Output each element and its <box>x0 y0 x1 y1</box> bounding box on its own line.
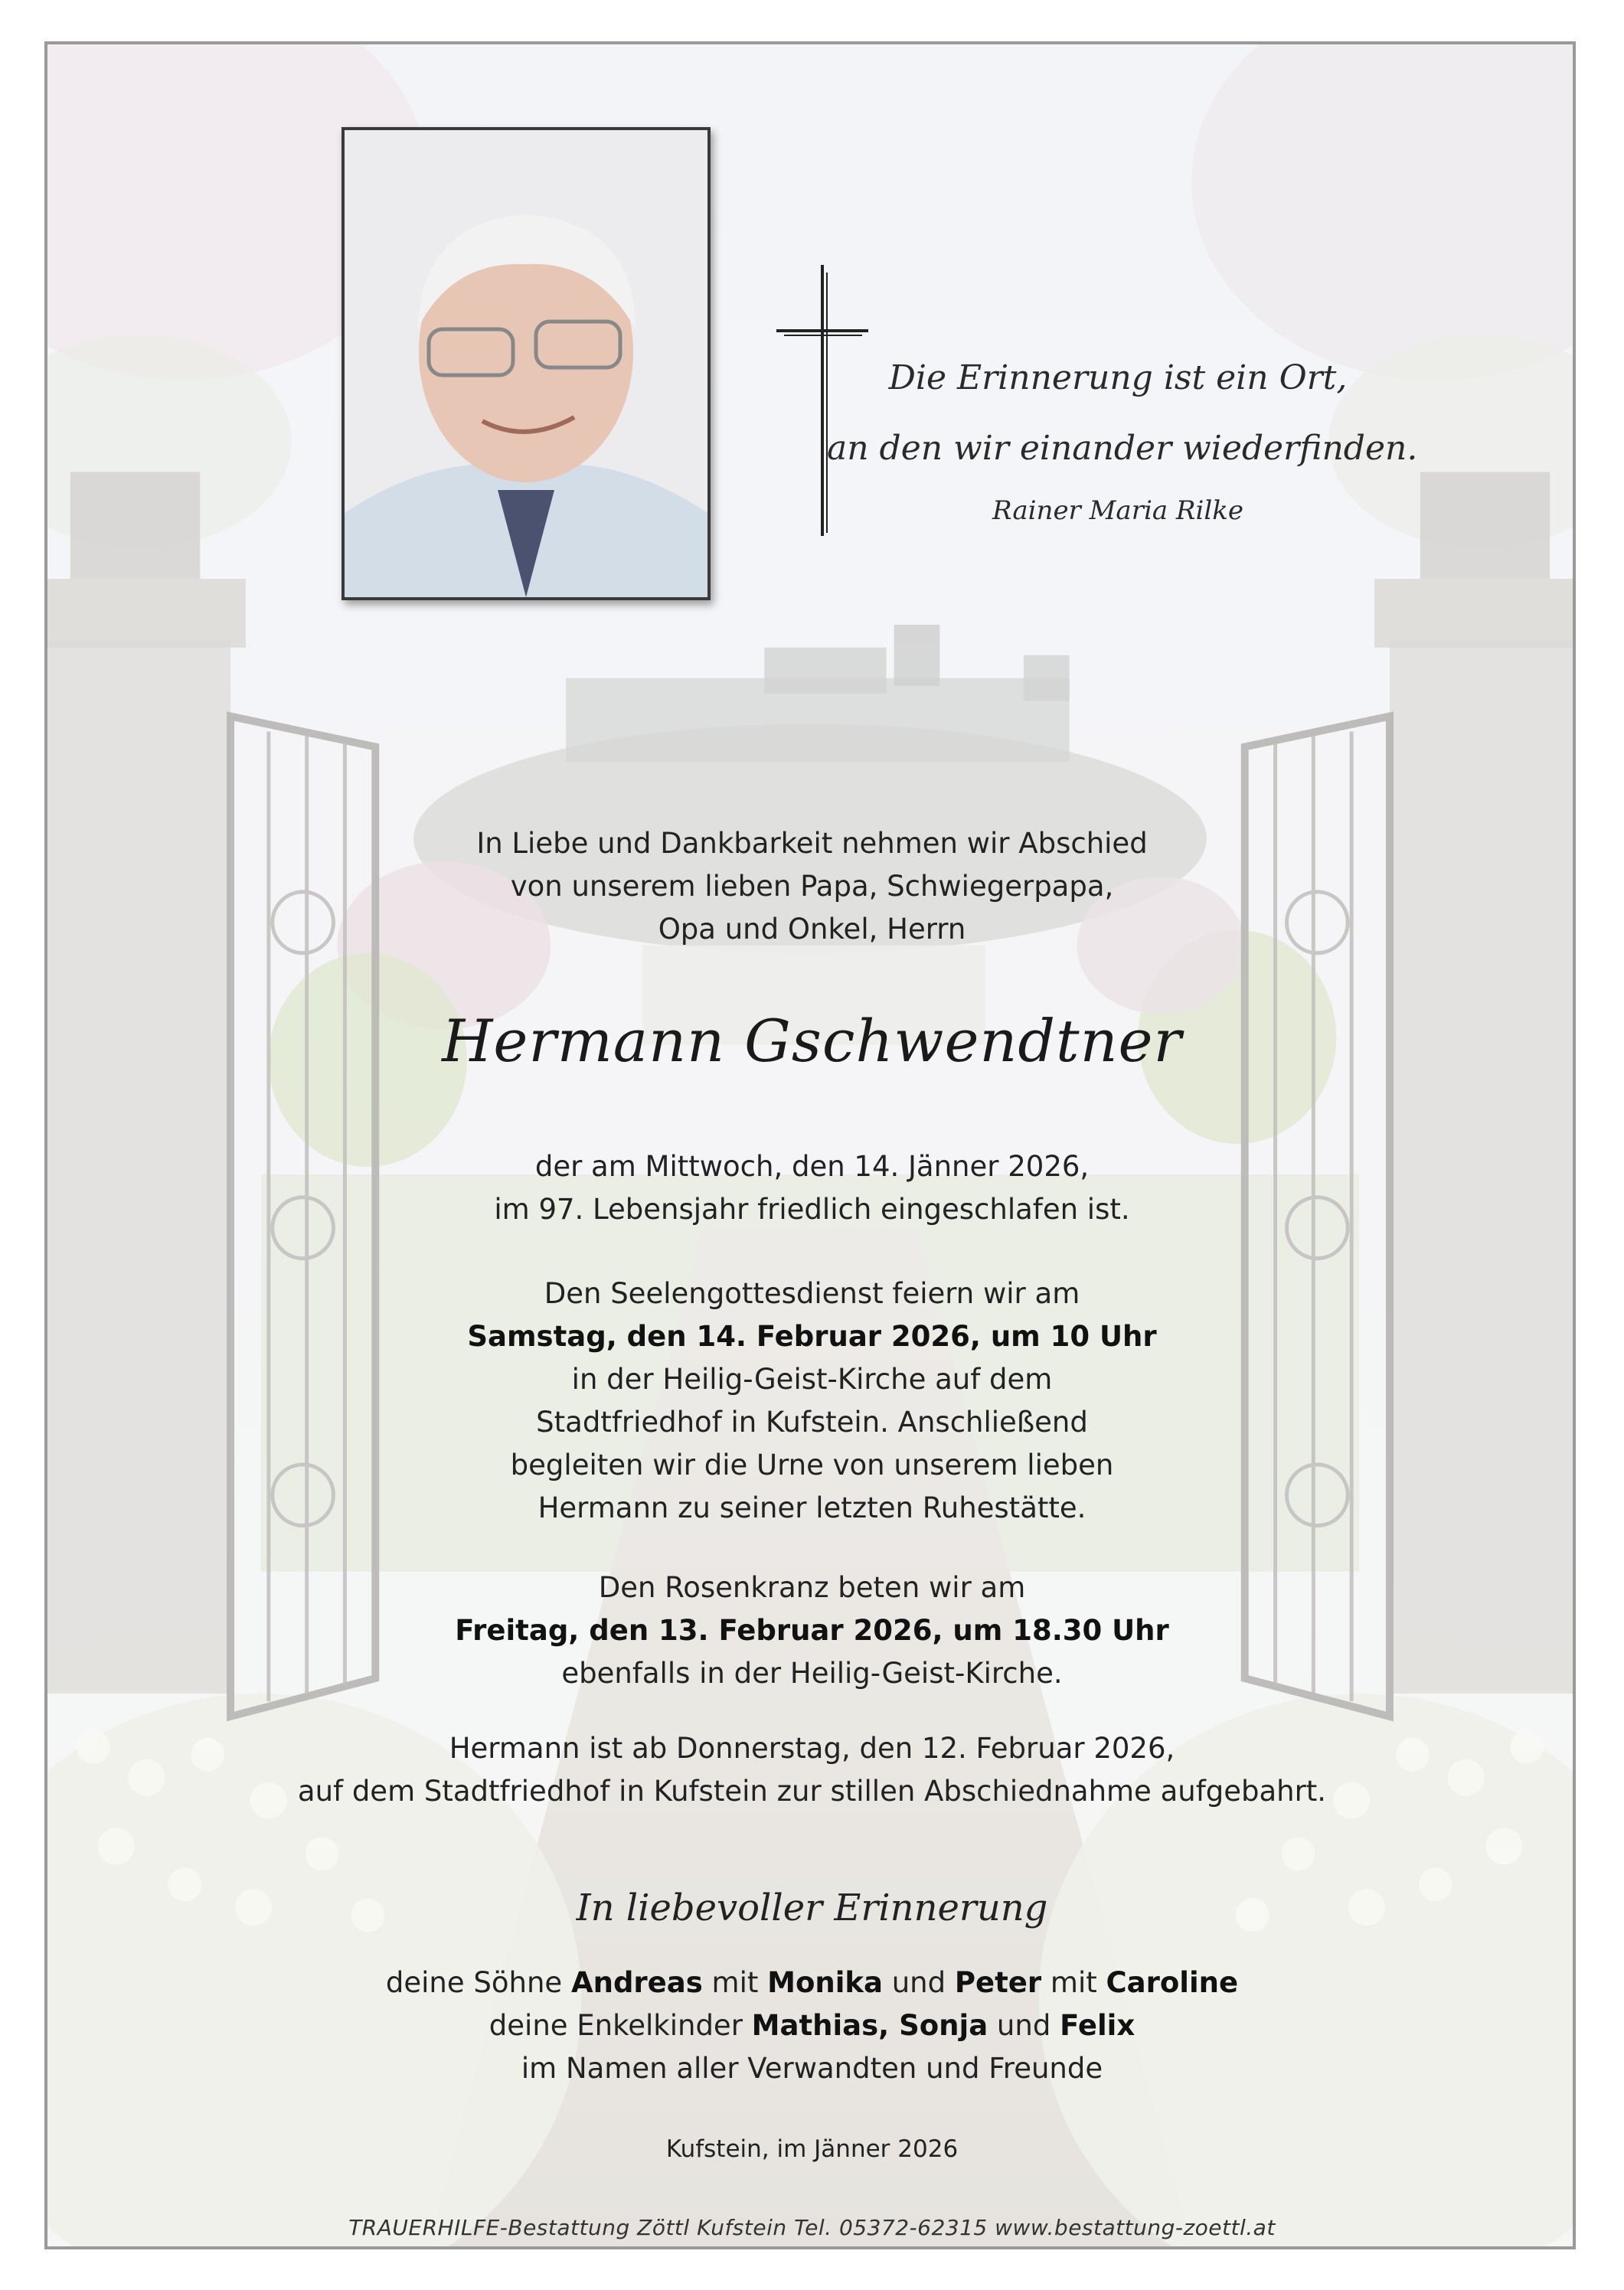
place-date: Kufstein, im Jänner 2026 <box>665 2135 959 2163</box>
death-line-1: der am Mittwoch, den 14. Jänner 2026, <box>534 1150 1090 1183</box>
intro-line-2: von unserem lieben Papa, Schwiegerpapa, <box>510 870 1114 903</box>
intro-line-3: Opa und Onkel, Herrn <box>658 913 966 946</box>
viewing-line-1: Hermann ist ab Donnerstag, den 12. Februar 2026, <box>449 1732 1175 1765</box>
intro-line-1: In Liebe und Dankbarkeit nehmen wir Abschied <box>476 827 1148 860</box>
rosary-date: Freitag, den 13. Februar 2026, um 18.30 Uhr <box>455 1614 1169 1647</box>
mourners-line-1: deine Söhne Andreas mit Monika und Peter mit Caroline <box>385 1966 1239 1999</box>
service-date: Samstag, den 14. Februar 2026, um 10 Uhr <box>467 1320 1157 1353</box>
intro-text <box>0 822 1624 951</box>
service-line-3: in der Heilig-Geist-Kirche auf dem <box>571 1363 1053 1396</box>
service-line-1: Den Seelengottesdienst feiern wir am <box>544 1277 1080 1310</box>
portrait-photo <box>341 127 711 600</box>
service-line-6: Hermann zu seiner letzten Ruhestätte. <box>538 1491 1086 1524</box>
death-line-2: im 97. Lebensjahr friedlich eingeschlafen ist. <box>494 1193 1130 1226</box>
service-notice <box>0 1272 1624 1530</box>
mourners-line-3: im Namen aller Verwandten und Freunde <box>521 2052 1103 2085</box>
mourners-line-2: deine Enkelkinder Mathias, Sonja und Felix <box>489 2009 1135 2042</box>
service-line-5: begleiten wir die Urne von unserem lieben <box>510 1449 1114 1481</box>
quote-line-1: Die Erinnerung ist ein Ort, <box>888 358 1348 397</box>
rosary-notice <box>0 1566 1624 1695</box>
memorial-quote <box>827 343 1418 537</box>
viewing-line-2: auf dem Stadtfriedhof in Kufstein zur stillen Abschiednahme aufgebahrt. <box>297 1775 1327 1808</box>
quote-author: Rainer Maria Rilke <box>992 495 1243 526</box>
mourners-list <box>0 1962 1624 2090</box>
remembrance-heading: In liebevoller Erinnerung <box>576 1887 1048 1929</box>
rosary-line-3: ebenfalls in der Heilig-Geist-Kirche. <box>561 1657 1063 1690</box>
quote-line-2: an den wir einander wiederfinden. <box>827 429 1418 468</box>
service-line-4: Stadtfriedhof in Kufstein. Anschließend <box>536 1406 1088 1439</box>
death-notice <box>0 1145 1624 1231</box>
funeral-home-footer: TRAUERHILFE-Bestattung Zöttl Kufstein Tel. 05372-62315 www.bestattung-zoettl.at <box>348 2215 1276 2240</box>
rosary-line-1: Den Rosenkranz beten wir am <box>598 1571 1026 1604</box>
viewing-notice <box>0 1727 1624 1813</box>
deceased-name: Hermann Gschwendtner <box>442 1007 1182 1075</box>
